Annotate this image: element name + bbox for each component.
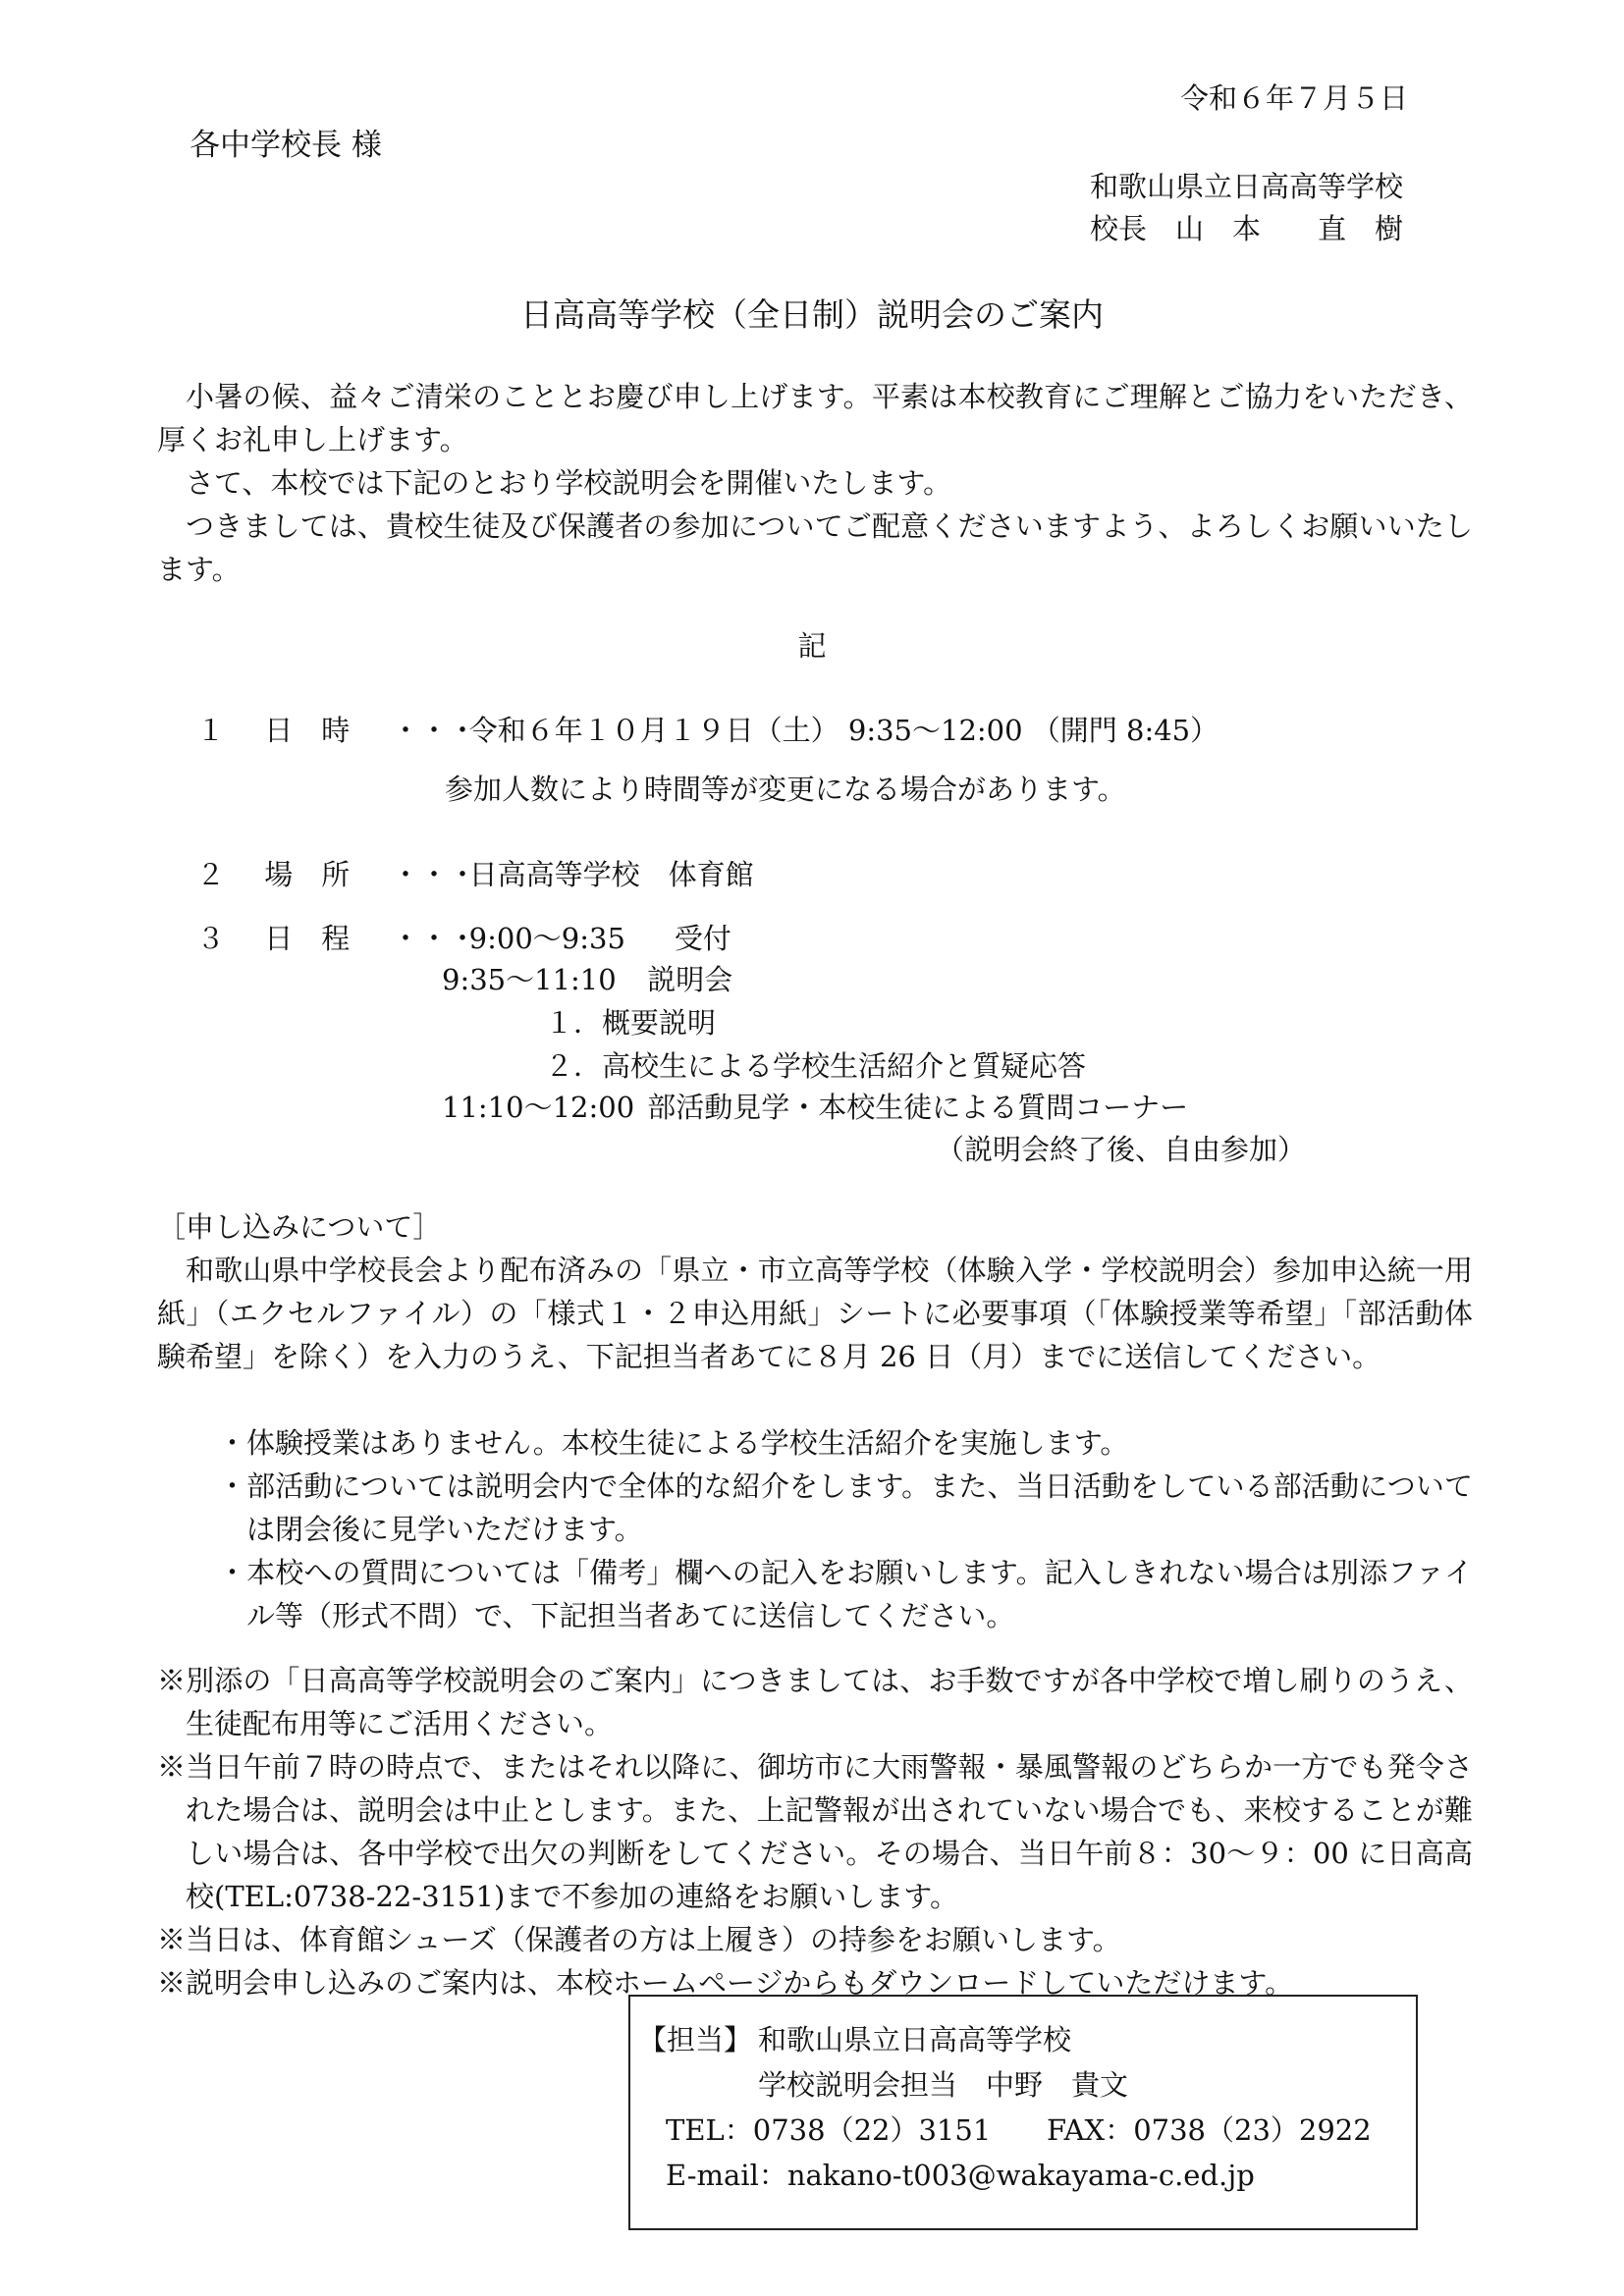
application-text [157,1249,1473,1378]
schedule-2-sub-2: ２．高校生による学校生活紹介と質疑応答 [545,1049,1087,1083]
schedule-3-note: （説明会終了後、自由参加） [936,1133,1307,1166]
item-2-number: ２ [196,858,226,891]
schedule-1-desc: 受付 [674,922,731,955]
application-paragraph: 和歌山県中学校長会より配布済みの「県立・市立高等学校（体験入学・学校説明会）参加申込統一用紙」（エクセルファイル）の「様式１・２申込用紙」シートに必要事項（「体験授業等希望」「部活動体験希望」を除く）を入力のうえ、下記担当者あてに８月 26 日（月）までに送信してください。 [157,1254,1473,1373]
item-1-value: 令和６年１０月１９日（土） 9:35〜12:00 （開門 8:45） [468,714,1219,747]
item-2-dots: ・・・ [391,858,477,891]
item-3-dots: ・・・ [391,922,477,955]
addressee: 各中学校長 様 [189,128,382,163]
schedule-3-desc: 部活動見学・本校生徒による質問コーナー [647,1091,1189,1124]
contact-person: 学校説明会担当 中野 貴文 [758,2068,1129,2102]
opening-paragraph-2: さて、本校では下記のとおり学校説明会を開催いたします。 [186,466,952,500]
schedule-3 [442,1091,1189,1124]
note-3: ※当日は、体育館シューズ（保護者の方は上履き）の持参をお願いします。 [157,1923,1121,1956]
contact-school: 和歌山県立日高高等学校 [758,2023,1072,2056]
note-1: ※別添の「日高高等学校説明会のご案内」につきましては、お手数ですが各中学校で増し刷りのうえ、生徒配布用等にご活用ください。 [157,1664,1473,1740]
opening-paragraph-3: つきましては、貴校生徒及び保護者の参加についてご配意くださいますよう、よろしくお願いいたします。 [157,509,1474,586]
schedule-2-desc: 説明会 [647,963,733,996]
item-2-label: 場 所 [264,858,351,891]
contact-email[interactable]: E-mail：nakano-t003@wakayama-c.ed.jp [666,2159,1255,2192]
schedule-2-time: 9:35〜11:10 [442,963,617,996]
bullet-item-2: ・部活動については説明会内で全体的な紹介をします。また、当日活動をしている部活動については閉会後に見学いただけます。 [218,1469,1473,1546]
contact-fax: FAX：0738（23）2922 [1047,2113,1372,2147]
note-4: ※説明会申し込みのご案内は、本校ホームページからもダウンロードしていただけます。 [157,1966,1294,2000]
schedule-3-time: 11:10〜12:00 [442,1091,635,1124]
schedule-2-sub-1: １．概要説明 [545,1006,717,1040]
contact-tel: TEL：0738（22）3151 [666,2113,992,2147]
document-date: 令和６年７月５日 [1179,81,1408,115]
item-3-number: ３ [196,922,226,955]
schedule-2 [442,963,733,996]
item-1-label: 日 時 [264,714,351,747]
contact-box [628,1995,1418,2230]
notes-section [157,1659,1473,2004]
application-bullets [218,1421,1473,1637]
bullet-item-3: ・本校への質問については「備考」欄への記入をお願いします。記入しきれない場合は別添ファイル等（形式不問）で、下記担当者あてに送信してください。 [218,1556,1473,1632]
ki-heading: 記 [797,629,827,663]
item-2 [196,858,754,891]
item-3-label: 日 程 [264,922,351,955]
application-heading: ［申し込みについて］ [157,1210,442,1244]
note-2: ※当日午前７時の時点で、またはそれ以降に、御坊市に大雨警報・暴風警報のどちらか一方でも発令された場合は、説明会は中止とします。また、上記警報が出されていない場合でも、来校することが難しい場合は、各中学校で出欠の判断をしてください。その場合、当日午前８：30〜９：00 に日高高校(TEL:0738-22-3151)まで不参加の連絡をお願いします。 [157,1750,1473,1913]
opening-paragraph-1: 小暑の候、益々ご清栄のこととお慶び申し上げます。平素は本校教育にご理解とご協力をいただき、厚くお礼申し上げます。 [157,380,1473,456]
item-1 [196,714,1219,747]
item-3 [196,922,731,955]
item-1-number: １ [196,714,226,747]
item-1-note: 参加人数により時間等が変更になる場合があります。 [445,773,1126,806]
item-2-value: 日高高等学校 体育館 [468,858,754,891]
sender-name: 校長 山 本 直 樹 [1090,212,1404,245]
bullet-item-1: ・体験授業はありません。本校生徒による学校生活紹介を実施します。 [218,1426,1129,1460]
sender-school: 和歌山県立日高高等学校 [1090,170,1404,203]
page-title: 日高高等学校（全日制）説明会のご案内 [520,295,1104,334]
item-1-dots: ・・・ [391,714,477,747]
schedule-1-time: 9:00〜9:35 [468,922,625,955]
opening-text [157,375,1473,591]
contact-label: 【担当】 [638,2023,753,2056]
